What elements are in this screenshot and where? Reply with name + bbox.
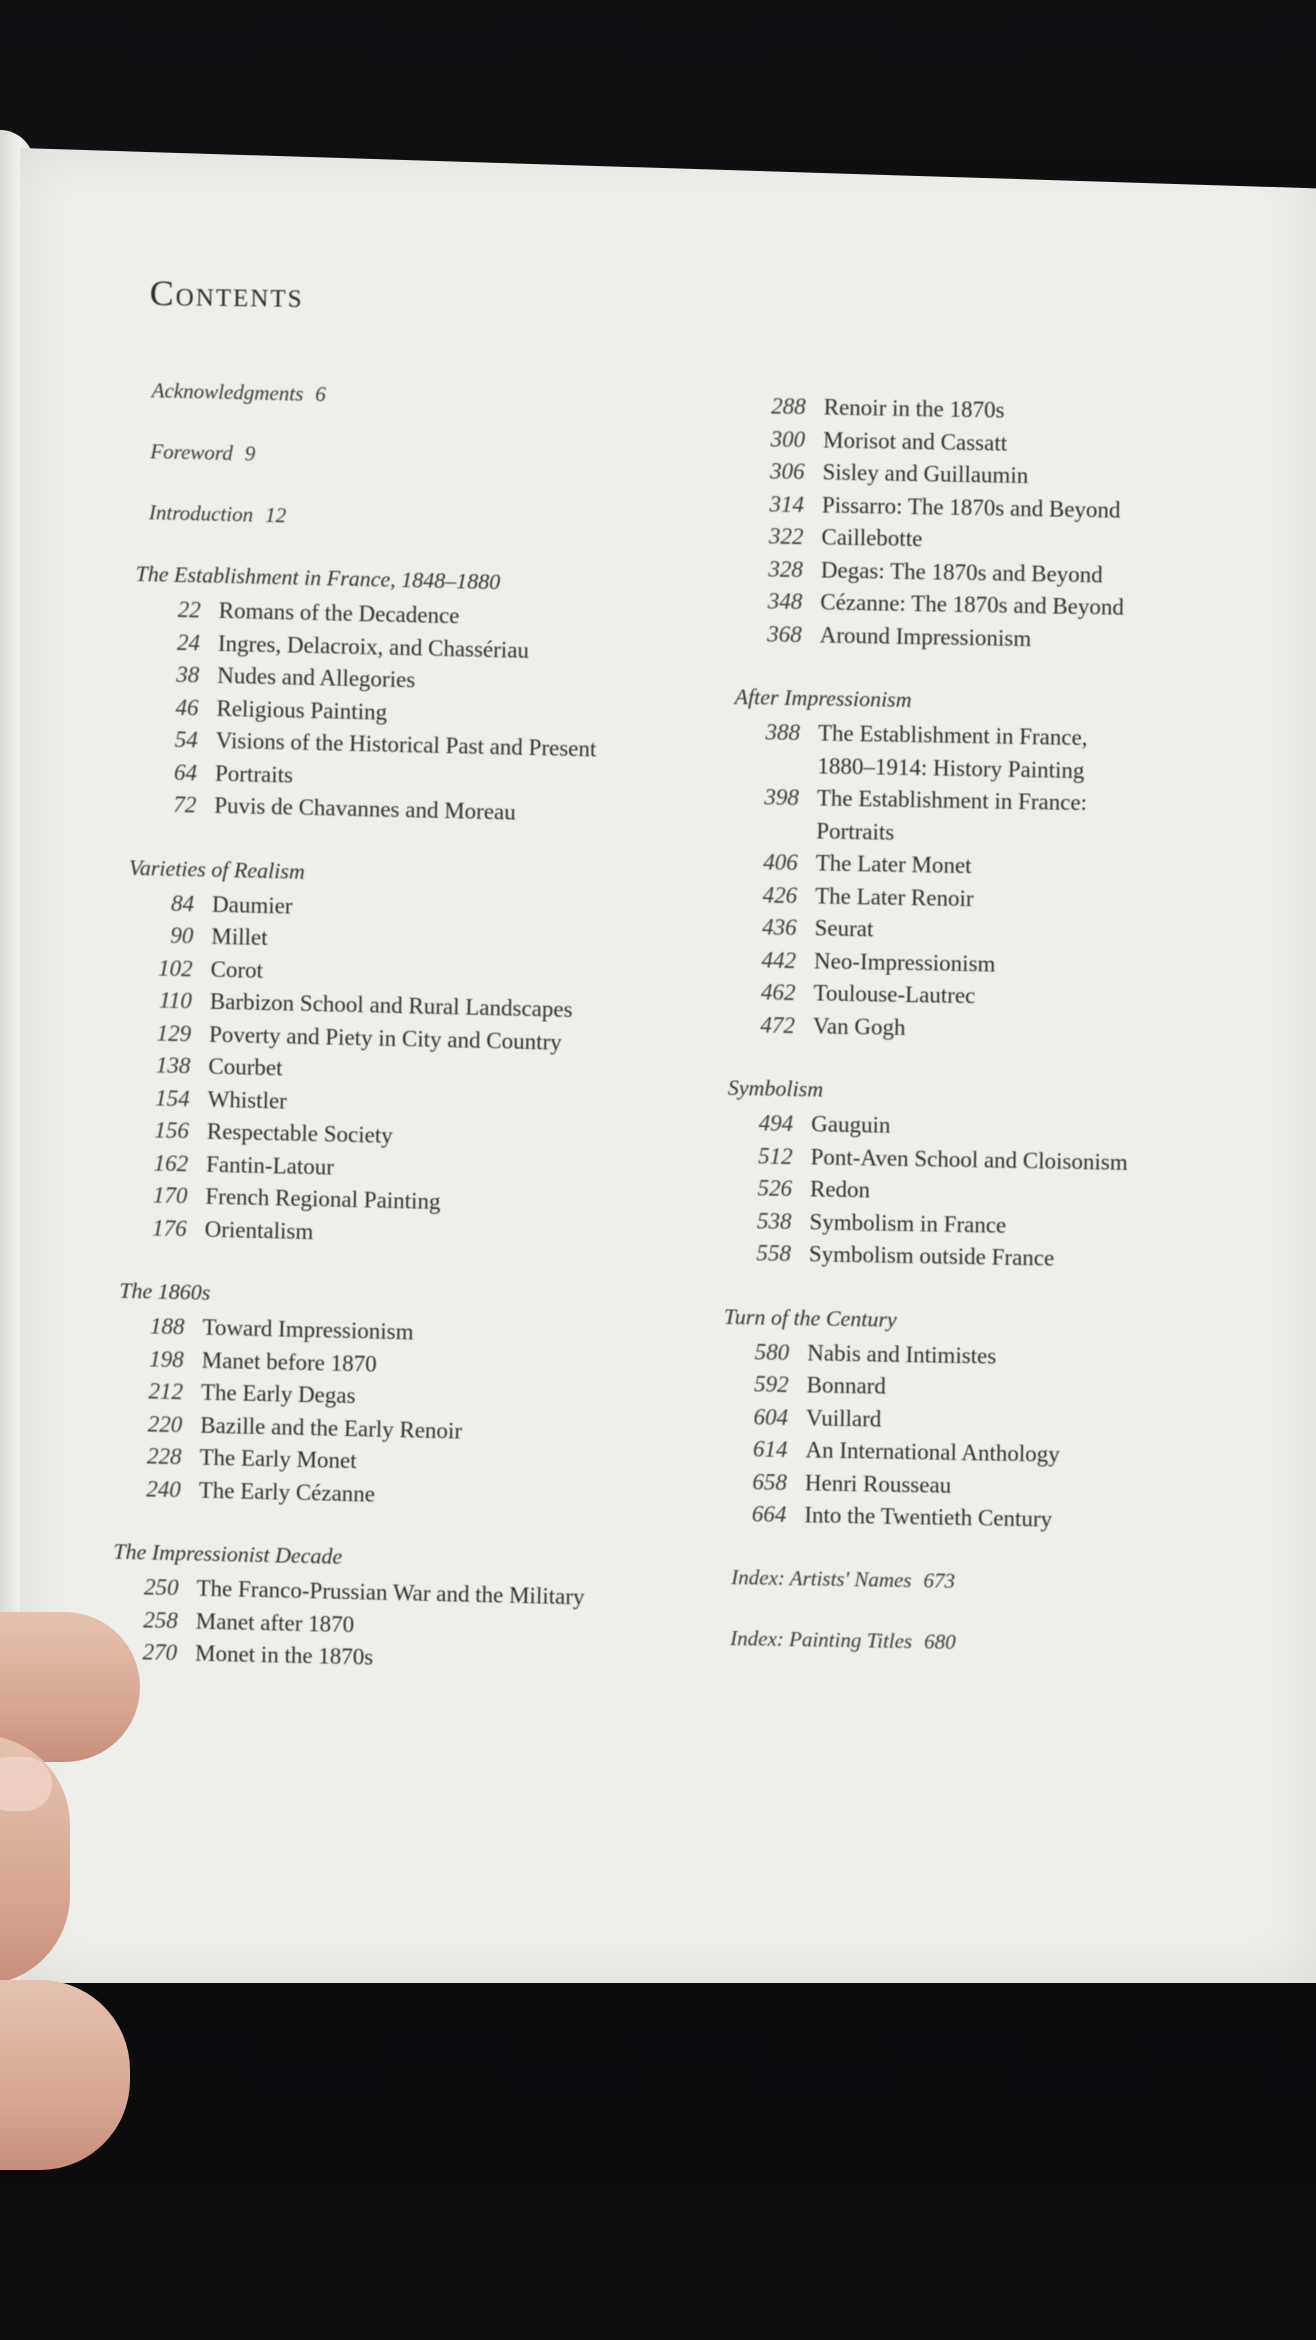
entry-page-number: 176 [151, 1214, 188, 1241]
item-title: Introduction [148, 500, 254, 527]
entry-page-number: 462 [760, 979, 796, 1006]
entry-page-number: 240 [146, 1475, 182, 1502]
entry-title: Religious Painting [216, 695, 388, 725]
toc-section [720, 1303, 1294, 1540]
entry-page-number: 170 [152, 1182, 188, 1209]
item-page: 673 [923, 1567, 956, 1593]
entry-title: Nudes and Allegories [216, 662, 416, 693]
entry-page-number: 398 [764, 784, 800, 811]
entry-page-number: 368 [767, 621, 802, 647]
toc-section [114, 1278, 719, 1519]
entry-page-number: 72 [173, 791, 197, 818]
section-title: Symbolism [727, 1074, 824, 1102]
entry-page-number: 512 [757, 1142, 793, 1169]
entry-page-number: 38 [176, 661, 200, 688]
entry-page-number: 322 [768, 523, 804, 550]
entry-title: Sisley and Guillaumin [822, 459, 1029, 489]
toc-section [130, 561, 736, 834]
entry-title: Whistler [207, 1086, 288, 1114]
entry-page-number: 110 [158, 987, 193, 1014]
entry-list [729, 716, 1305, 1051]
entry-title: Pissarro: The 1870s and Beyond [821, 491, 1121, 523]
section-title: After Impressionism [734, 683, 912, 713]
entry-title: Gauguin [810, 1111, 891, 1138]
entry-page-number: 188 [149, 1313, 185, 1340]
entry-page-number: 46 [175, 694, 199, 720]
entry-title: The Early Cézanne [198, 1477, 376, 1507]
entry-title: Henri Rousseau [804, 1469, 952, 1498]
toc-section [111, 1539, 714, 1682]
entry-page-number: 426 [762, 881, 798, 908]
front-matter-item [150, 439, 738, 477]
entry-title: Portraits [816, 817, 895, 845]
entry-page-number: 388 [765, 719, 801, 746]
entry-title: Van Gogh [812, 1012, 906, 1040]
entry-page-number: 84 [170, 890, 195, 916]
entry-title: The Establishment in France, [817, 720, 1088, 751]
entry-page-number: 22 [177, 596, 202, 623]
entry-title: French Regional Painting [205, 1183, 441, 1215]
thumbnail [0, 1757, 52, 1811]
entry-page-number: 258 [143, 1606, 179, 1633]
entry-title: Into the Twentieth Century [804, 1502, 1053, 1532]
entry-page-number [732, 836, 798, 837]
entry-title: The Establishment in France: [816, 785, 1088, 816]
entry-list [720, 1335, 1293, 1540]
entry-page-number: 154 [154, 1085, 190, 1111]
entry-title: Cézanne: The 1870s and Beyond [820, 589, 1125, 620]
entry-page-number: 288 [771, 393, 806, 420]
entry-list [725, 1107, 1298, 1279]
entry-title: Pont-Aven School and Cloisonism [810, 1143, 1128, 1175]
front-matter [137, 378, 740, 539]
entry-page-number: 442 [761, 946, 797, 973]
section-title: The 1860s [119, 1277, 211, 1305]
entry-title: Monet in the 1870s [194, 1640, 374, 1670]
entry-page-number: 250 [143, 1574, 179, 1601]
entry-title: Barbizon School and Rural Landscapes [209, 988, 573, 1022]
entry-title: Degas: The 1870s and Beyond [820, 556, 1103, 587]
entry-page-number: 306 [769, 458, 805, 485]
entry-title: Daumier [211, 891, 293, 919]
entry-page-number: 664 [751, 1501, 787, 1527]
entry-page-number: 270 [142, 1639, 178, 1666]
toc-section [729, 684, 1305, 1051]
entry-page-number: 436 [761, 914, 797, 941]
entry-page-number: 198 [148, 1345, 185, 1372]
entry-list [114, 1310, 718, 1519]
entry-page-number [733, 771, 799, 772]
entry-list [130, 593, 735, 834]
back-matter-item [731, 1565, 1289, 1600]
entry-page-number: 220 [147, 1410, 183, 1437]
entry-page-number: 314 [769, 491, 805, 517]
toc-section [120, 854, 729, 1257]
entry-title: 1880–1914: History Painting [817, 752, 1085, 783]
entry-title: Bazille and the Early Renoir [199, 1412, 463, 1444]
entry-title: Portraits [214, 760, 294, 788]
entry-title: Seurat [814, 915, 874, 942]
item-title: Index: Artists' Names [731, 1564, 912, 1592]
entry-title: Corot [210, 956, 264, 983]
entry-page-number: 348 [767, 588, 803, 615]
item-page: 9 [244, 441, 256, 466]
entry-list [735, 390, 1309, 660]
entry-page-number: 328 [768, 556, 804, 582]
section-title: Turn of the Century [723, 1303, 897, 1332]
entry-title: Morisot and Cassatt [822, 426, 1008, 456]
entry-title: Manet after 1870 [195, 1608, 355, 1637]
entry-title: Ingres, Delacroix, and Chassériau [217, 630, 530, 663]
entry-title: Toulouse-Lautrec [813, 980, 976, 1009]
entry-page-number: 538 [756, 1207, 792, 1234]
entry-page-number: 494 [758, 1110, 794, 1137]
toc-section [725, 1075, 1298, 1279]
entry-page-number: 129 [156, 1020, 192, 1046]
entry-title: The Early Monet [199, 1444, 357, 1474]
back-matter-item [730, 1626, 1288, 1661]
sections-left [111, 561, 736, 1682]
entry-page-number: 614 [752, 1436, 788, 1462]
entry-title: Fantin-Latour [205, 1151, 335, 1180]
entry-page-number: 156 [154, 1117, 190, 1144]
entry-title: Nabis and Intimistes [806, 1339, 997, 1369]
entry-title: Respectable Society [206, 1118, 394, 1148]
entry-title: The Early Degas [200, 1379, 356, 1409]
entry-page-number: 64 [173, 759, 198, 785]
entry-title: Symbolism in France [809, 1208, 1007, 1238]
entry-page-number: 138 [155, 1052, 191, 1079]
entry-title: Courbet [208, 1053, 283, 1081]
entry-list [111, 1571, 713, 1682]
entry-page-number: 592 [753, 1371, 789, 1397]
entry-title: Manet before 1870 [201, 1347, 377, 1377]
entry-page-number: 580 [754, 1338, 790, 1365]
entry-page-number: 604 [753, 1403, 789, 1430]
entry-title: An International Anthology [805, 1437, 1060, 1467]
item-page: 680 [923, 1628, 956, 1654]
item-title: Acknowledgments [151, 378, 304, 406]
entry-title: The Franco-Prussian War and the Military [196, 1575, 585, 1610]
entry-title: Bonnard [806, 1372, 887, 1399]
section-title: Varieties of Realism [128, 854, 306, 884]
entry-page-number: 658 [752, 1468, 788, 1495]
entry-page-number: 472 [760, 1011, 796, 1038]
front-matter-item [149, 500, 737, 538]
entry-page-number: 24 [176, 629, 201, 655]
section-title: The Establishment in France, 1848–1880 [135, 560, 501, 595]
entry-page-number: 558 [756, 1240, 792, 1267]
contents-column-left [110, 378, 740, 1716]
entry-title: Visions of the Historical Past and Present [215, 727, 597, 762]
item-title: Index: Painting Titles [730, 1625, 913, 1653]
back-matter [718, 1564, 1289, 1660]
item-page: 12 [264, 502, 287, 528]
entry-title: Vuillard [805, 1404, 882, 1432]
toc-section [735, 390, 1309, 660]
entry-title: Orientalism [204, 1216, 314, 1244]
entry-page-number: 228 [146, 1443, 182, 1470]
entry-title: Romans of the Decadence [218, 597, 460, 629]
entry-page-number: 526 [757, 1175, 793, 1202]
sections-right [720, 390, 1310, 1540]
item-page: 6 [315, 381, 327, 407]
contents-heading: Contents [149, 272, 304, 315]
entry-title: Renoir in the 1870s [823, 394, 1005, 423]
entry-title: Redon [809, 1176, 871, 1203]
item-title: Foreword [150, 439, 234, 466]
entry-list [120, 886, 728, 1257]
entry-title: Around Impressionism [819, 621, 1032, 651]
entry-title: Symbolism outside France [808, 1241, 1055, 1271]
entry-title: Caillebotte [821, 524, 923, 552]
entry-page-number: 54 [174, 726, 199, 753]
entry-page-number: 102 [157, 955, 193, 981]
entry-title: Poverty and Piety in City and Country [208, 1021, 562, 1055]
entry-page-number: 162 [153, 1150, 189, 1176]
entry-title: Neo-Impressionism [813, 947, 996, 977]
entry-title: The Later Renoir [814, 882, 974, 911]
entry-page-number: 212 [148, 1378, 184, 1405]
contents-column-right [717, 390, 1310, 1696]
entry-title: Toward Impressionism [202, 1314, 414, 1345]
section-title: The Impressionist Decade [113, 1538, 343, 1569]
entry-title: Puvis de Chavannes and Moreau [214, 792, 517, 825]
entry-page-number: 406 [763, 849, 798, 876]
entry-page-number: 300 [770, 426, 806, 452]
entry-title: Millet [211, 923, 268, 951]
entry-page-number: 90 [170, 922, 194, 949]
entry-title: The Later Monet [815, 850, 972, 879]
